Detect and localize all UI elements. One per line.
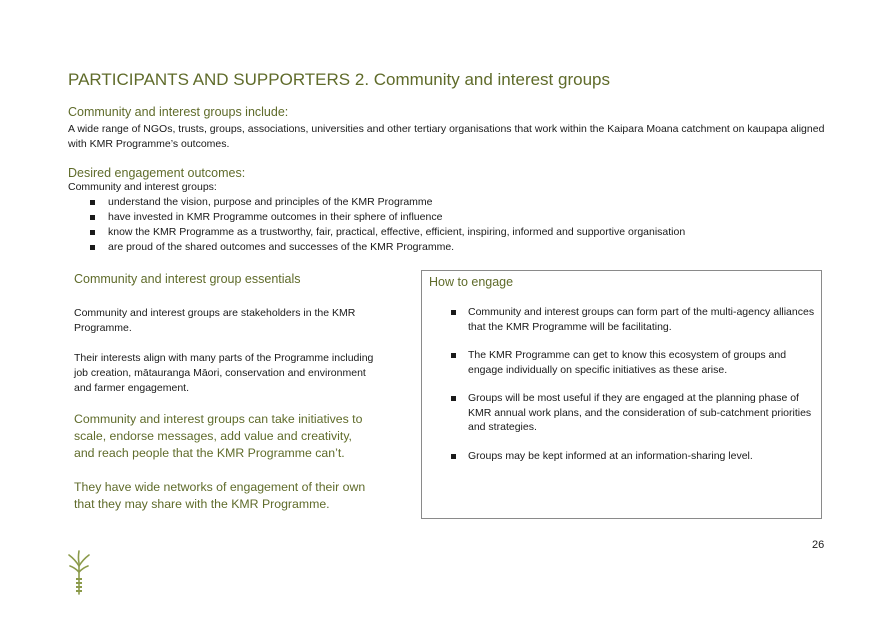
include-text: A wide range of NGOs, trusts, groups, associations, universities and other tertiary organisations that work within the Kaipara Moana catchment on kaupapa aligned with KMR Programme’s outcomes.	[68, 123, 825, 150]
essentials-highlight-2: They have wide networks of engagement of their own that they may share with the KMR Programme.	[74, 480, 366, 511]
list-item: understand the vision, purpose and principles of the KMR Programme	[68, 195, 685, 210]
engage-heading: How to engage	[429, 275, 514, 289]
page-number: 26	[812, 539, 825, 551]
outcomes-list	[68, 195, 685, 255]
essentials-heading: Community and interest group essentials	[74, 272, 301, 286]
plant-logo-icon	[66, 550, 92, 596]
list-item: are proud of the shared outcomes and successes of the KMR Programme.	[68, 240, 685, 255]
list-item: have invested in KMR Programme outcomes in their sphere of influence	[68, 210, 685, 225]
how-to-engage-box	[421, 270, 822, 519]
list-item: Groups will be most useful if they are engaged at the planning phase of KMR annual work plans, and the consideration of sub-catchment priorities and strategies.	[422, 391, 817, 435]
list-item: know the KMR Programme as a trustworthy, fair, practical, effective, efficient, inspiring, informed and supportive organisation	[68, 225, 685, 240]
list-item: The KMR Programme can get to know this ecosystem of groups and engage individually on specific initiatives as these arise.	[422, 348, 817, 377]
include-heading: Community and interest groups include:	[68, 105, 289, 119]
engage-list	[422, 305, 817, 477]
essentials-paragraph-2: Their interests align with many parts of the Programme including job creation, mātauranga Māori, conservation and environment and farmer engagement.	[74, 352, 374, 394]
essentials-column	[74, 272, 374, 530]
outcomes-intro: Community and interest groups:	[68, 181, 217, 193]
outcomes-heading: Desired engagement outcomes:	[68, 166, 246, 180]
essentials-highlight-1: Community and interest groups can take initiatives to scale, endorse messages, add value and creativity, and reach people that the KMR Programme can’t.	[74, 412, 363, 460]
list-item: Community and interest groups can form part of the multi-agency alliances that the KMR Programme will be facilitating.	[422, 305, 817, 334]
essentials-paragraph-1: Community and interest groups are stakeholders in the KMR Programme.	[74, 307, 356, 334]
list-item: Groups may be kept informed at an information-sharing level.	[422, 449, 817, 464]
page-title: PARTICIPANTS AND SUPPORTERS 2. Community and interest groups	[68, 70, 610, 89]
